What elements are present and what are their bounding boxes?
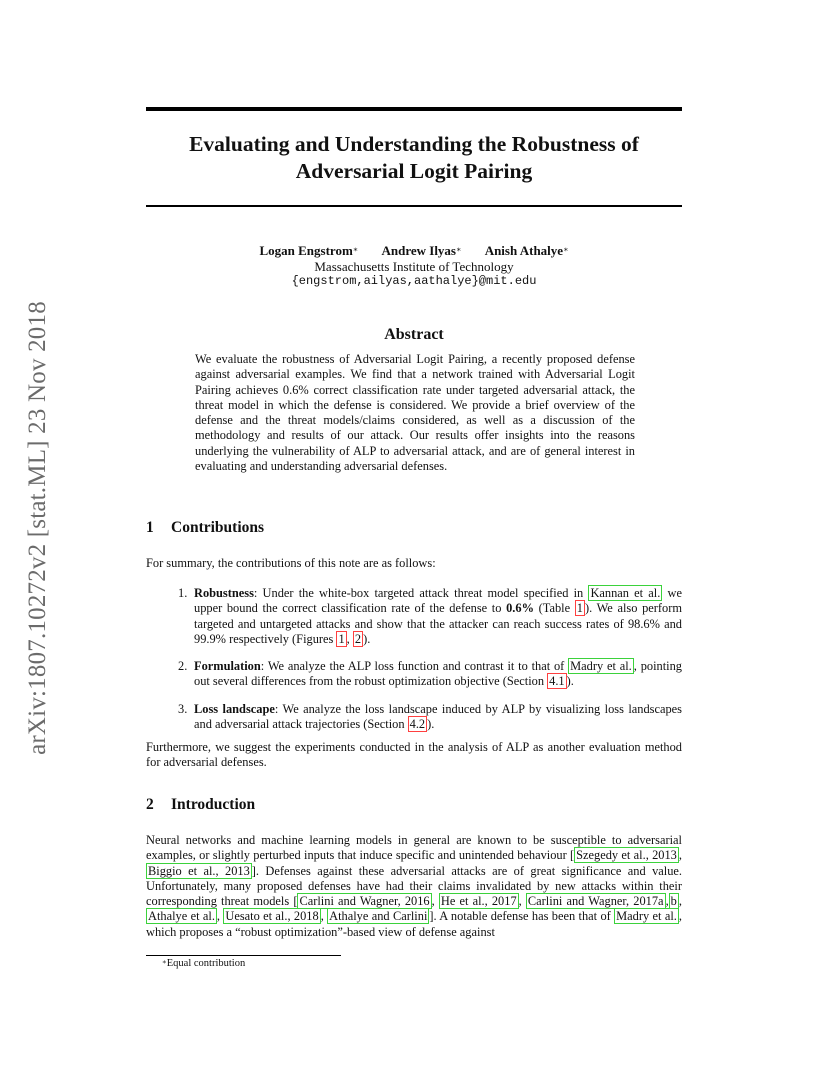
author-name: Andrew Ilyas∗	[381, 243, 462, 258]
paper-title	[146, 131, 682, 185]
section-title: Introduction	[171, 796, 256, 813]
arxiv-identifier-stamp: arXiv:1807.10272v2 [stat.ML] 23 Nov 2018	[24, 301, 51, 755]
author-names	[146, 243, 682, 259]
section-reference-link[interactable]: 4.2	[409, 717, 426, 732]
title-line-1: Evaluating and Understanding the Robustness of	[189, 132, 639, 156]
citation-link[interactable]: Carlini and Wagner, 2017a	[527, 894, 664, 909]
list-item: 3. Loss landscape: We analyze the loss landscape induced by ALP by visualizing loss landscapes and adversarial attack trajectories (Section 4.2 ).	[178, 701, 682, 732]
citation-link[interactable]: He et al., 2017	[440, 894, 517, 909]
contributions-outro: Furthermore, we suggest the experiments conducted in the analysis of ALP as another evaluation method for adversarial defenses.	[146, 740, 682, 770]
title-line-2: Adversarial Logit Pairing	[295, 159, 533, 183]
section-2-heading	[146, 796, 255, 814]
list-item: 1. Robustness: Under the white-box targeted attack threat model specified in Kannan et al. we upper bound the correct classification rate of the defense to 0.6% (Table 1 ). We also perform targeted and untargeted attacks and show that the attacker can reach success rates of 98.6% and 99.9% respectively (Figures 1 , 2 ).	[178, 586, 682, 646]
introduction-paragraph: Neural networks and machine learning models in general are known to be susceptible to adversarial examples, or slightly perturbed inputs that induce specific and unintended behaviour [ Szegedy et al., 2013 , Biggio et al., 2013 ]. Defenses against these adversarial attacks are of great significance and value. Unfortunately, many proposed defenses have had their claims invalidated by new attacks within their corresponding threat models [ Carlini and Wagner, 2016 , He et al., 2017 , Carlini and Wagner, 2017a , b , Athalye et al. , Uesato et al., 2018 , Athalye and Carlini ]. A notable defense has been that of Madry et al. , which proposes a “robust optimization”-based view of defense against	[146, 833, 683, 939]
figure-reference-link[interactable]: 2	[354, 631, 362, 646]
citation-link[interactable]: Madry et al.	[570, 659, 632, 674]
citation-link[interactable]: Carlini and Wagner, 2016	[299, 894, 430, 909]
title-top-rule	[146, 107, 682, 111]
citation-link[interactable]: Athalye and Carlini	[329, 909, 428, 924]
contributions-intro: For summary, the contributions of this note are as follows:	[146, 556, 436, 570]
section-number: 1	[146, 519, 154, 536]
abstract-text: We evaluate the robustness of Adversarial Logit Pairing, a recently proposed defense against adversarial examples. We find that a network trained with Adversarial Logit Pairing achieves 0.6% correct classification rate under targeted adversarial attack, the threat model in which the defense is considered. We provide a brief overview of the defense and the threat models/claims considered, as well as a discussion of the methodology and results of our attack. Our results offer insights into the reasons underlying the vulnerability of ALP to adversarial attack, and are of general interest in evaluating and understanding adversarial defenses.	[195, 352, 635, 474]
author-email: {engstrom,ailyas,aathalye}@mit.edu	[291, 274, 537, 288]
title-bottom-rule	[146, 205, 682, 207]
footnote: ∗Equal contribution	[162, 958, 246, 969]
section-title: Contributions	[171, 519, 265, 536]
author-name: Logan Engstrom∗	[259, 243, 359, 258]
figure-reference-link[interactable]: 1	[338, 631, 345, 646]
list-item: 2. Formulation: We analyze the ALP loss function and contrast it to that of Madry et al. , pointing out several differences from the robust optimization objective (Section 4.1 ).	[178, 659, 682, 689]
citation-link[interactable]: Uesato et al., 2018	[225, 909, 319, 924]
citation-link[interactable]: Kannan et al.	[590, 586, 661, 600]
section-1-heading	[146, 519, 264, 537]
author-name: Anish Athalye∗	[484, 243, 569, 258]
author-affiliation: Massachusetts Institute of Technology	[314, 258, 514, 274]
citation-link[interactable]: Athalye et al.	[148, 909, 215, 924]
table-reference-link[interactable]: 1	[576, 601, 583, 616]
author-block	[146, 243, 682, 290]
citation-link[interactable]: Szegedy et al., 2013	[576, 848, 677, 863]
section-number: 2	[146, 796, 154, 813]
citation-link[interactable]: Biggio et al., 2013	[148, 863, 250, 878]
citation-link[interactable]: Madry et al.	[616, 909, 677, 924]
footnote-rule	[146, 955, 341, 956]
citation-link[interactable]: b	[670, 894, 677, 909]
contributions-list	[146, 586, 682, 744]
abstract-heading: Abstract	[384, 326, 444, 343]
section-reference-link[interactable]: 4.1	[549, 674, 565, 689]
